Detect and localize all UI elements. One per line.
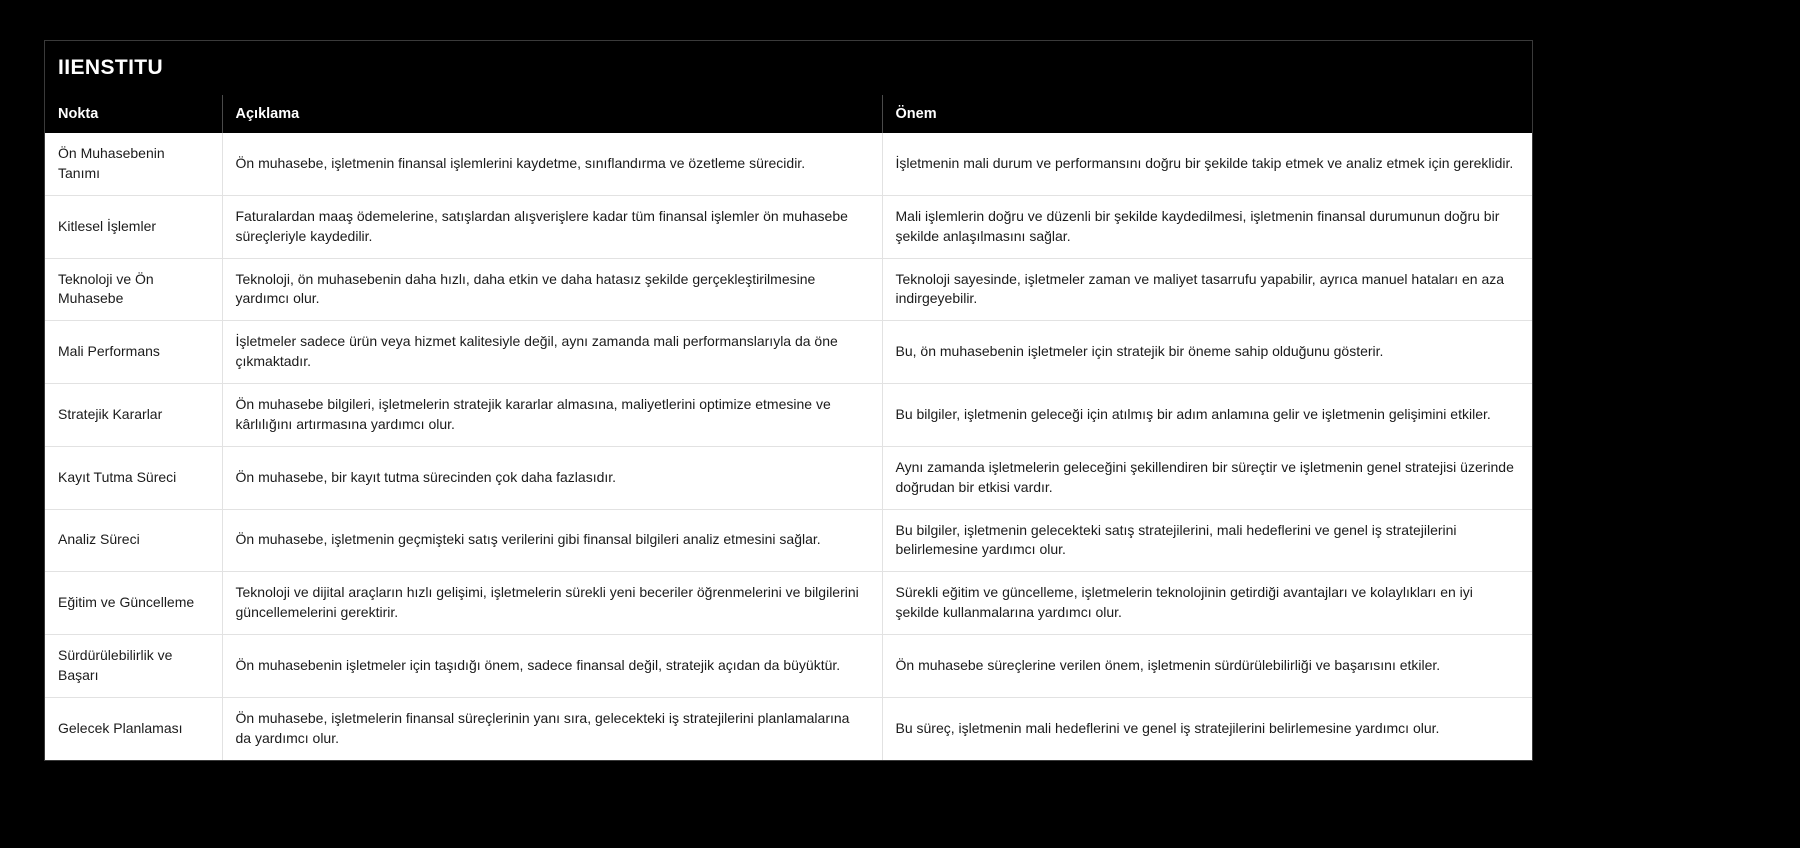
column-header-aciklama: Açıklama: [222, 95, 882, 133]
table-row: [45, 258, 1532, 321]
cell-nokta: Eğitim ve Güncelleme: [45, 572, 222, 635]
cell-nokta: Teknoloji ve Ön Muhasebe: [45, 258, 222, 321]
cell-onem: Bu bilgiler, işletmenin geleceği için atılmış bir adım anlamına gelir ve işletmenin gelişimini etkiler.: [882, 384, 1532, 447]
comparison-table: [45, 95, 1532, 760]
cell-aciklama: Ön muhasebe, işletmelerin finansal süreçlerinin yanı sıra, gelecekteki iş stratejilerini planlamalarına da yardımcı olur.: [222, 697, 882, 759]
table-row: [45, 133, 1532, 195]
table-row: [45, 321, 1532, 384]
content-card: [44, 40, 1533, 761]
cell-aciklama: İşletmeler sadece ürün veya hizmet kalitesiyle değil, aynı zamanda mali performanslarıyla da öne çıkmaktadır.: [222, 321, 882, 384]
cell-onem: Sürekli eğitim ve güncelleme, işletmelerin teknolojinin getirdiği avantajları ve kolaylıkları en iyi şekilde kullanmalarına yardımcı olur.: [882, 572, 1532, 635]
cell-nokta: Kitlesel İşlemler: [45, 195, 222, 258]
table-row: [45, 509, 1532, 572]
table-row: [45, 195, 1532, 258]
cell-nokta: Sürdürülebilirlik ve Başarı: [45, 635, 222, 698]
brand-header: [45, 41, 1532, 95]
cell-onem: Bu bilgiler, işletmenin gelecekteki satış stratejilerini, mali hedeflerini ve genel iş stratejilerini belirlemesine yardımcı olur.: [882, 509, 1532, 572]
cell-aciklama: Ön muhasebenin işletmeler için taşıdığı önem, sadece finansal değil, stratejik açıdan da büyüktür.: [222, 635, 882, 698]
cell-onem: İşletmenin mali durum ve performansını doğru bir şekilde takip etmek ve analiz etmek için gereklidir.: [882, 133, 1532, 195]
cell-onem: Bu süreç, işletmenin mali hedeflerini ve genel iş stratejilerini belirlemesine yardımcı olur.: [895, 719, 1440, 736]
cell-nokta: Kayıt Tutma Süreci: [45, 446, 222, 509]
cell-aciklama: Ön muhasebe, bir kayıt tutma sürecinden çok daha fazlasıdır.: [222, 446, 882, 509]
cell-onem: Aynı zamanda işletmelerin geleceğini şekillendiren bir süreçtir ve işletmenin genel stratejisi üzerinde doğrudan bir etkisi vardır.: [882, 446, 1532, 509]
table-header: [45, 95, 1532, 133]
table-row: [45, 446, 1532, 509]
table-row: [45, 697, 1532, 759]
cell-nokta: Stratejik Kararlar: [45, 384, 222, 447]
column-header-onem: Önem: [882, 95, 1532, 133]
cell-aciklama: Ön muhasebe bilgileri, işletmelerin stratejik kararlar almasına, maliyetlerini optimize etmesine ve kârlılığını artırmasına yardımcı olur.: [222, 384, 882, 447]
cell-onem: Bu, ön muhasebenin işletmeler için stratejik bir öneme sahip olduğunu gösterir.: [882, 321, 1532, 384]
cell-onem: Mali işlemlerin doğru ve düzenli bir şekilde kaydedilmesi, işletmenin finansal durumunun doğru bir şekilde anlaşılmasını sağlar.: [882, 195, 1532, 258]
table-row: [45, 635, 1532, 698]
cell-nokta: Ön Muhasebenin Tanımı: [45, 133, 222, 195]
column-header-nokta: Nokta: [45, 95, 222, 133]
cell-onem: Ön muhasebe süreçlerine verilen önem, işletmenin sürdürülebilirliği ve başarısını etkiler.: [882, 635, 1532, 698]
cell-aciklama: Teknoloji, ön muhasebenin daha hızlı, daha etkin ve daha hatasız şekilde gerçekleştirilmesine yardımcı olur.: [222, 258, 882, 321]
brand-title: IIENSTITU: [58, 56, 164, 79]
table-body: [45, 133, 1532, 760]
cell-aciklama: Teknoloji ve dijital araçların hızlı gelişimi, işletmelerin sürekli yeni beceriler öğrenmelerini ve bilgilerini güncellemelerini gerektirir.: [222, 572, 882, 635]
cell-nokta: Gelecek Planlaması: [45, 697, 222, 759]
cell-aciklama: Faturalardan maaş ödemelerine, satışlardan alışverişlere kadar tüm finansal işlemler ön muhasebe süreçleriyle kaydedilir.: [222, 195, 882, 258]
cell-nokta: Mali Performans: [45, 321, 222, 384]
cell-aciklama: Ön muhasebe, işletmenin finansal işlemlerini kaydetme, sınıflandırma ve özetleme sürecidir.: [222, 133, 882, 195]
table-row: [45, 384, 1532, 447]
table-header-row: [45, 95, 1532, 133]
table-row: [45, 572, 1532, 635]
cell-nokta: Analiz Süreci: [45, 509, 222, 572]
cell-aciklama: Ön muhasebe, işletmenin geçmişteki satış verilerini gibi finansal bilgileri analiz etmesini sağlar.: [222, 509, 882, 572]
cell-onem: Teknoloji sayesinde, işletmeler zaman ve maliyet tasarrufu yapabilir, ayrıca manuel hataları en aza indirgeyebilir.: [882, 258, 1532, 321]
